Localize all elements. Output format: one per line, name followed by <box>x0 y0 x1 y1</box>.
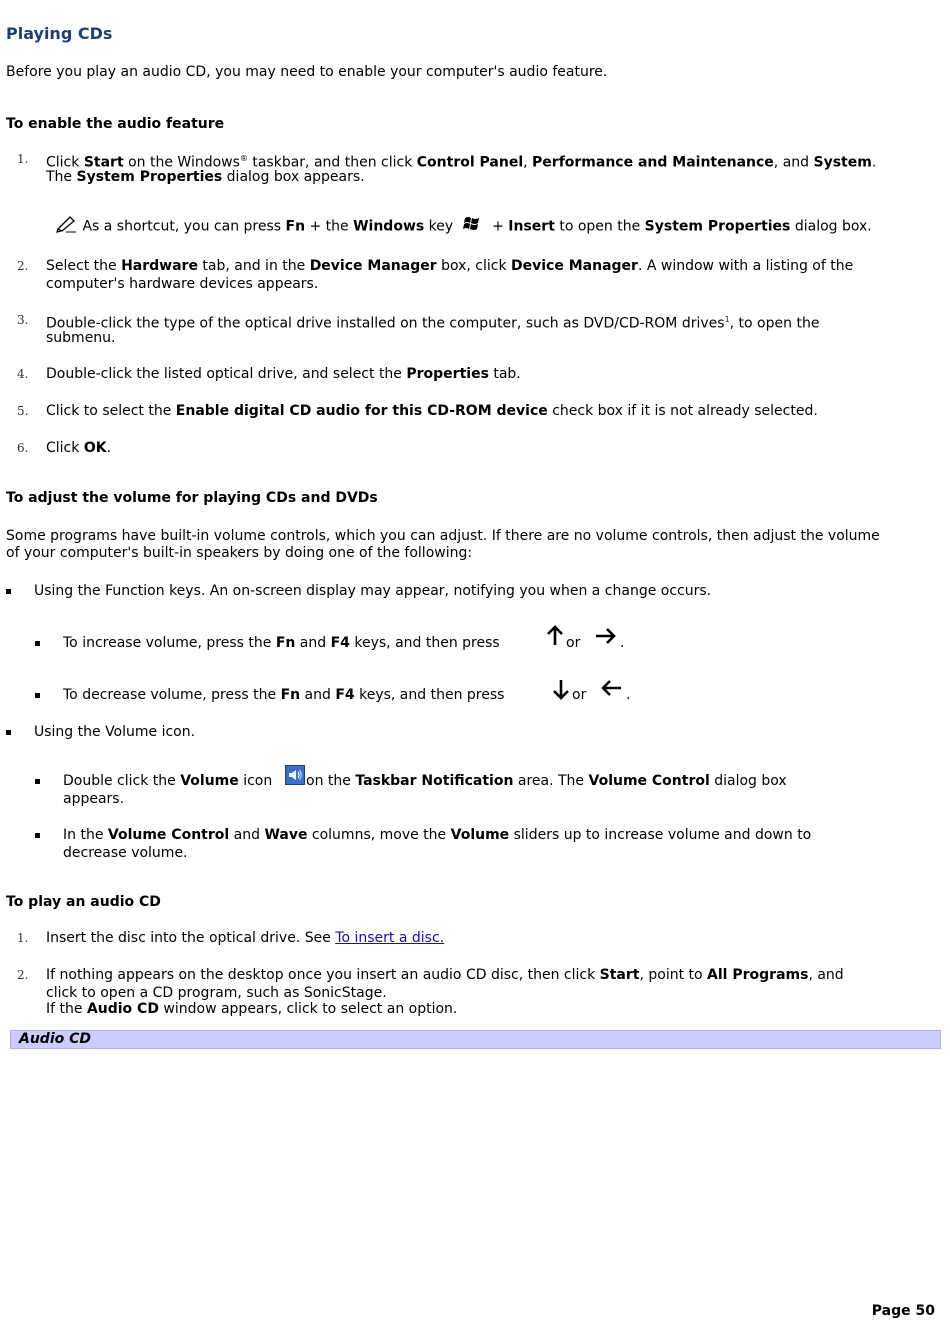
windows-key-icon <box>462 215 482 238</box>
text: To decrease volume, press the <box>63 687 281 703</box>
text: Select the <box>46 258 122 274</box>
play-step-1 <box>46 929 444 947</box>
audio-cd-bar <box>10 1030 941 1049</box>
text: on the <box>306 773 356 789</box>
text: , point to <box>639 967 708 983</box>
bullet-function-keys: Using the Function keys. An on-screen display may appear, notifying you when a change occurs. <box>34 583 712 599</box>
arrow-up-icon <box>545 624 565 650</box>
text: dialog box. <box>790 218 872 235</box>
insert-disc-link[interactable]: To insert a disc. <box>335 930 445 946</box>
period-text: . <box>620 635 625 651</box>
step-number: 1. <box>17 152 29 166</box>
double-click-text-line-2: appears. <box>63 791 125 807</box>
ui-term-audio-cd: Audio CD <box>86 1001 159 1017</box>
key-fn: Fn <box>285 218 306 235</box>
enable-heading: To enable the audio feature <box>6 116 225 132</box>
text: Click to select the <box>46 403 176 419</box>
text: dialog box <box>709 773 787 789</box>
step-2-line-1 <box>46 257 853 275</box>
step-1-line-2 <box>46 168 365 186</box>
key-insert: Insert <box>508 218 555 235</box>
text: sliders up to increase volume and down to <box>509 827 812 843</box>
step-number: 6. <box>17 441 29 455</box>
ui-term-device-manager: Device Manager <box>511 258 638 274</box>
ui-term-performance: Performance and Maintenance <box>532 154 774 171</box>
step-number: 3. <box>17 313 29 327</box>
ui-term-device-manager: Device Manager <box>309 258 437 274</box>
volume-paragraph-line-1: Some programs have built-in volume controls, which you can adjust. If there are no volume controls, then adjust the volume <box>6 528 880 544</box>
page-number: Page 50 <box>871 1303 935 1319</box>
text: tab. <box>488 366 521 382</box>
text: The <box>46 169 77 185</box>
bullet-marker <box>35 833 40 838</box>
play-step-2-line-1 <box>46 966 844 984</box>
ui-term-volume: Volume <box>180 773 239 789</box>
text: In the <box>63 827 108 843</box>
bullet-marker <box>35 779 40 784</box>
or-text: or <box>566 635 581 651</box>
text: Double click the <box>63 773 181 789</box>
step-number: 2. <box>17 968 29 982</box>
decrease-volume-text <box>63 686 504 704</box>
volume-control-text-line-2: decrease volume. <box>63 845 188 861</box>
ui-term-volume-control: Volume Control <box>107 827 230 843</box>
text: columns, move the <box>307 827 451 843</box>
ui-term-system: System <box>813 154 872 171</box>
text: . A window with a listing of the <box>637 258 854 274</box>
key-fn: Fn <box>275 635 296 651</box>
text: . <box>871 154 877 171</box>
ui-term-volume-control: Volume Control <box>588 773 710 789</box>
text: keys, and then press <box>349 635 500 651</box>
ui-term-wave: Wave <box>264 827 308 843</box>
text: Click <box>46 440 84 456</box>
audio-cd-bar-label: Audio CD <box>19 1031 92 1047</box>
key-f4: F4 <box>335 687 355 703</box>
ui-term-control-panel: Control Panel <box>416 154 524 171</box>
bullet-marker <box>6 730 11 735</box>
or-text: or <box>572 687 587 703</box>
volume-heading: To adjust the volume for playing CDs and DVDs <box>6 490 378 506</box>
bullet-marker <box>6 589 11 594</box>
step-number: 1. <box>17 931 29 945</box>
ui-term-volume: Volume <box>450 827 510 843</box>
volume-paragraph-line-2: of your computer's built-in speakers by doing one of the following: <box>6 545 473 561</box>
text: check box if it is not already selected. <box>547 403 818 419</box>
text: keys, and then press <box>354 687 505 703</box>
ui-term-hardware: Hardware <box>121 258 198 274</box>
play-step-2-line-3 <box>46 1000 457 1018</box>
key-f4: F4 <box>330 635 350 651</box>
bullet-marker <box>35 693 40 698</box>
step-2-line-2: computer's hardware devices appears. <box>46 276 319 292</box>
ui-term-properties: Properties <box>406 366 489 382</box>
text: , <box>523 154 533 171</box>
text: area. The <box>513 773 589 789</box>
step-6-line-1 <box>46 439 111 457</box>
text: dialog box appears. <box>222 169 365 185</box>
pencil-note-icon <box>56 215 78 238</box>
ui-term-start: Start <box>83 154 124 171</box>
text: box, click <box>436 258 512 274</box>
period-text: . <box>626 687 631 703</box>
page-title: Playing CDs <box>6 24 113 43</box>
step-number: 5. <box>17 404 29 418</box>
arrow-left-icon <box>599 678 623 702</box>
text: To increase volume, press the <box>63 635 276 651</box>
ui-term-start: Start <box>599 967 640 983</box>
arrow-right-icon <box>594 626 618 650</box>
text: taskbar, and then click <box>247 154 417 171</box>
ui-term-enable-digital-audio: Enable digital CD audio for this CD-ROM device <box>175 403 548 419</box>
text: . <box>106 440 112 456</box>
text: If nothing appears on the desktop once you insert an audio CD disc, then click <box>46 967 600 983</box>
text: to open the <box>554 218 645 235</box>
ui-term-ok: OK <box>83 440 107 456</box>
bullet-volume-icon: Using the Volume icon. <box>34 724 196 740</box>
text: , to open the <box>729 315 820 332</box>
text: , and <box>808 967 844 983</box>
ui-term-taskbar-notification: Taskbar Notification <box>355 773 514 789</box>
step-3-line-1 <box>46 311 819 333</box>
volume-tray-icon <box>285 765 305 789</box>
step-number: 4. <box>17 367 29 381</box>
text: If the <box>46 1001 87 1017</box>
step-number: 2. <box>17 259 29 273</box>
step-3-line-2: submenu. <box>46 330 116 346</box>
text: Click <box>46 154 84 171</box>
key-windows: Windows <box>353 218 425 235</box>
footnote-link[interactable]: 1 <box>724 315 730 324</box>
play-heading: To play an audio CD <box>6 894 161 910</box>
bullet-marker <box>35 641 40 646</box>
text: , and <box>773 154 814 171</box>
double-click-text-cont <box>306 772 787 790</box>
increase-volume-text <box>63 634 500 652</box>
arrow-down-icon <box>551 679 571 705</box>
text: and <box>300 687 336 703</box>
ui-term-system-properties: System Properties <box>76 169 223 185</box>
text: tab, and in the <box>197 258 310 274</box>
shortcut-note <box>56 215 872 238</box>
registered-mark: ® <box>239 154 248 163</box>
text: Double-click the listed optical drive, and select the <box>46 366 407 382</box>
text: + the <box>305 218 354 235</box>
text: icon <box>238 773 273 789</box>
ui-term-system-properties: System Properties <box>644 218 791 235</box>
text: and <box>295 635 331 651</box>
text: As a shortcut, you can press <box>78 218 286 235</box>
step-4-line-1 <box>46 365 521 383</box>
volume-control-text <box>63 826 811 844</box>
text: window appears, click to select an option. <box>158 1001 458 1017</box>
step-5-line-1 <box>46 402 818 420</box>
ui-term-all-programs: All Programs <box>707 967 809 983</box>
double-click-text <box>63 772 272 790</box>
text: and <box>229 827 265 843</box>
text: Insert the disc into the optical drive. See <box>46 930 336 946</box>
intro-text: Before you play an audio CD, you may need to enable your computer's audio feature. <box>6 64 608 80</box>
text: Double-click the type of the optical drive installed on the computer, such as DVD/CD-ROM drives <box>46 315 725 332</box>
text: + <box>487 218 509 235</box>
key-fn: Fn <box>280 687 301 703</box>
play-step-2-line-2: click to open a CD program, such as SonicStage. <box>46 985 387 1001</box>
text: on the Windows <box>123 154 240 171</box>
text: key <box>424 218 458 235</box>
